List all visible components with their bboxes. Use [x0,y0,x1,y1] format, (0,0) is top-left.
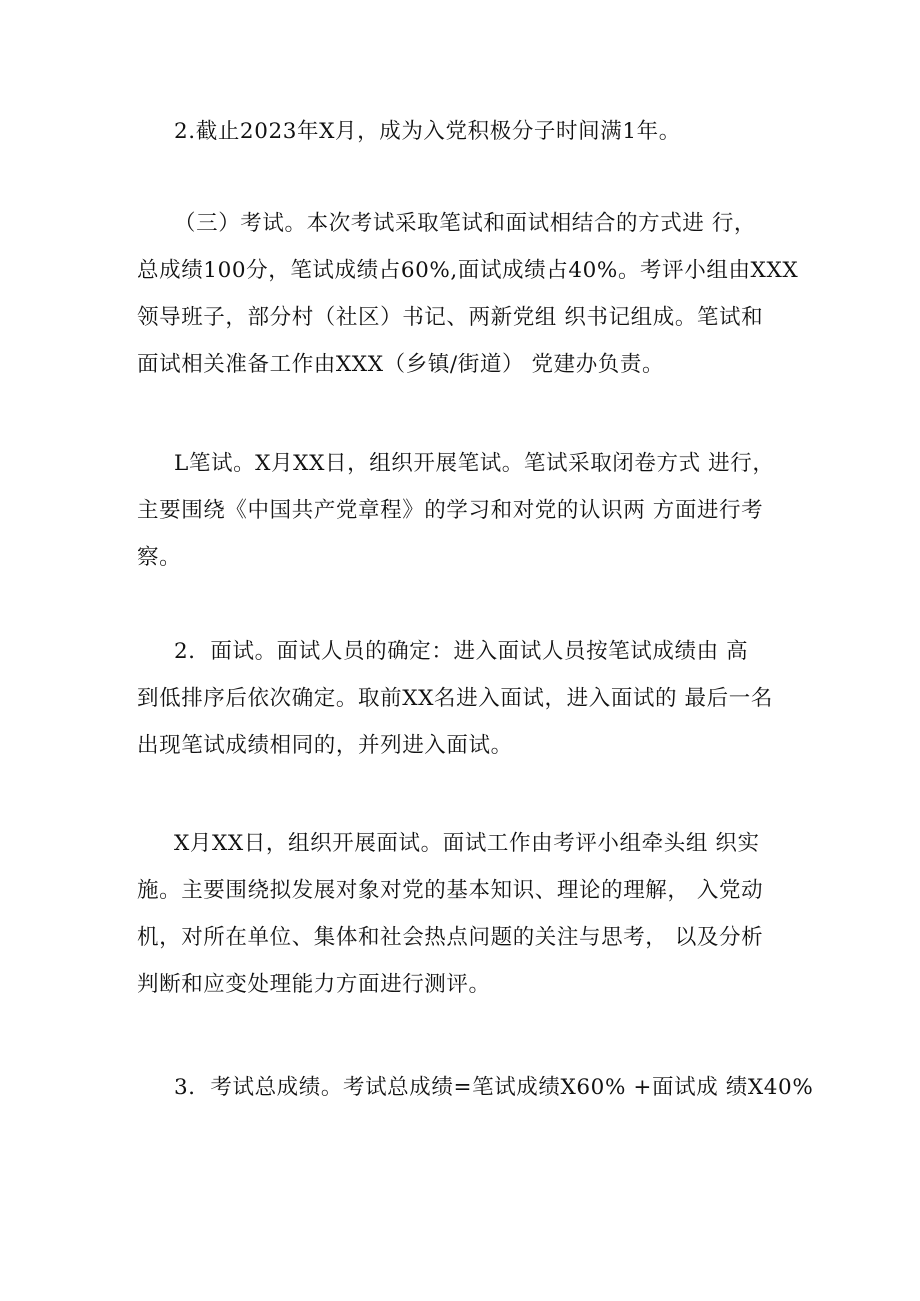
text-line: 施。主要围绕拟发展对象对党的基本知识、理论的理解， 入党动 [137,878,764,903]
text-line: 2．面试。面试人员的确定：进入面试人员按笔试成绩由 高 [174,639,749,664]
paragraph-exam-section [137,200,799,388]
text-line: 领导班子，部分村（社区）书记、两新党组 织书记组成。笔试和 [137,305,764,330]
paragraph-interview [137,628,792,769]
text-line: 主要围绕《中国共产党章程》的学习和对党的认识两 方面进行考 [137,498,764,523]
paragraph-condition-2 [137,108,792,155]
text-line: X月XX日，组织开展面试。面试工作由考评小组牵头组 织实 [174,831,760,856]
text-line: 面试相关准备工作由XXX（乡镇/街道） 党建办负责。 [137,352,665,377]
text-line: 总成绩100分，笔试成绩占60%,面试成绩占40%。考评小组由XXX [137,258,799,283]
text-line: 到低排序后依次确定。取前XX名进入面试，进入面试的 最后一名 [137,686,773,711]
text-line: 判断和应变处理能力方面进行测评。 [137,972,491,997]
text-line: 出现笔试成绩相同的，并列进入面试。 [137,733,513,758]
paragraph-interview-detail [137,820,792,1008]
text-line: （三）考试。本次考试采取笔试和面试相结合的方式进 行， [174,211,757,236]
text-line: 2.截止2023年X月，成为入党积极分子时间满1年。 [174,119,681,144]
paragraph-written-exam [137,440,792,581]
text-line: 察。 [137,545,182,570]
text-line: 机，对所在单位、集体和社会热点问题的关注与思考， 以及分析 [137,925,764,950]
text-line: 3．考试总成绩。考试总成绩=笔试成绩X60% +面试成 绩X40% [174,1075,814,1100]
text-line: L笔试。X月XX日，组织开展笔试。笔试采取闭卷方式 进行， [174,451,775,476]
paragraph-total-score [137,1064,814,1111]
